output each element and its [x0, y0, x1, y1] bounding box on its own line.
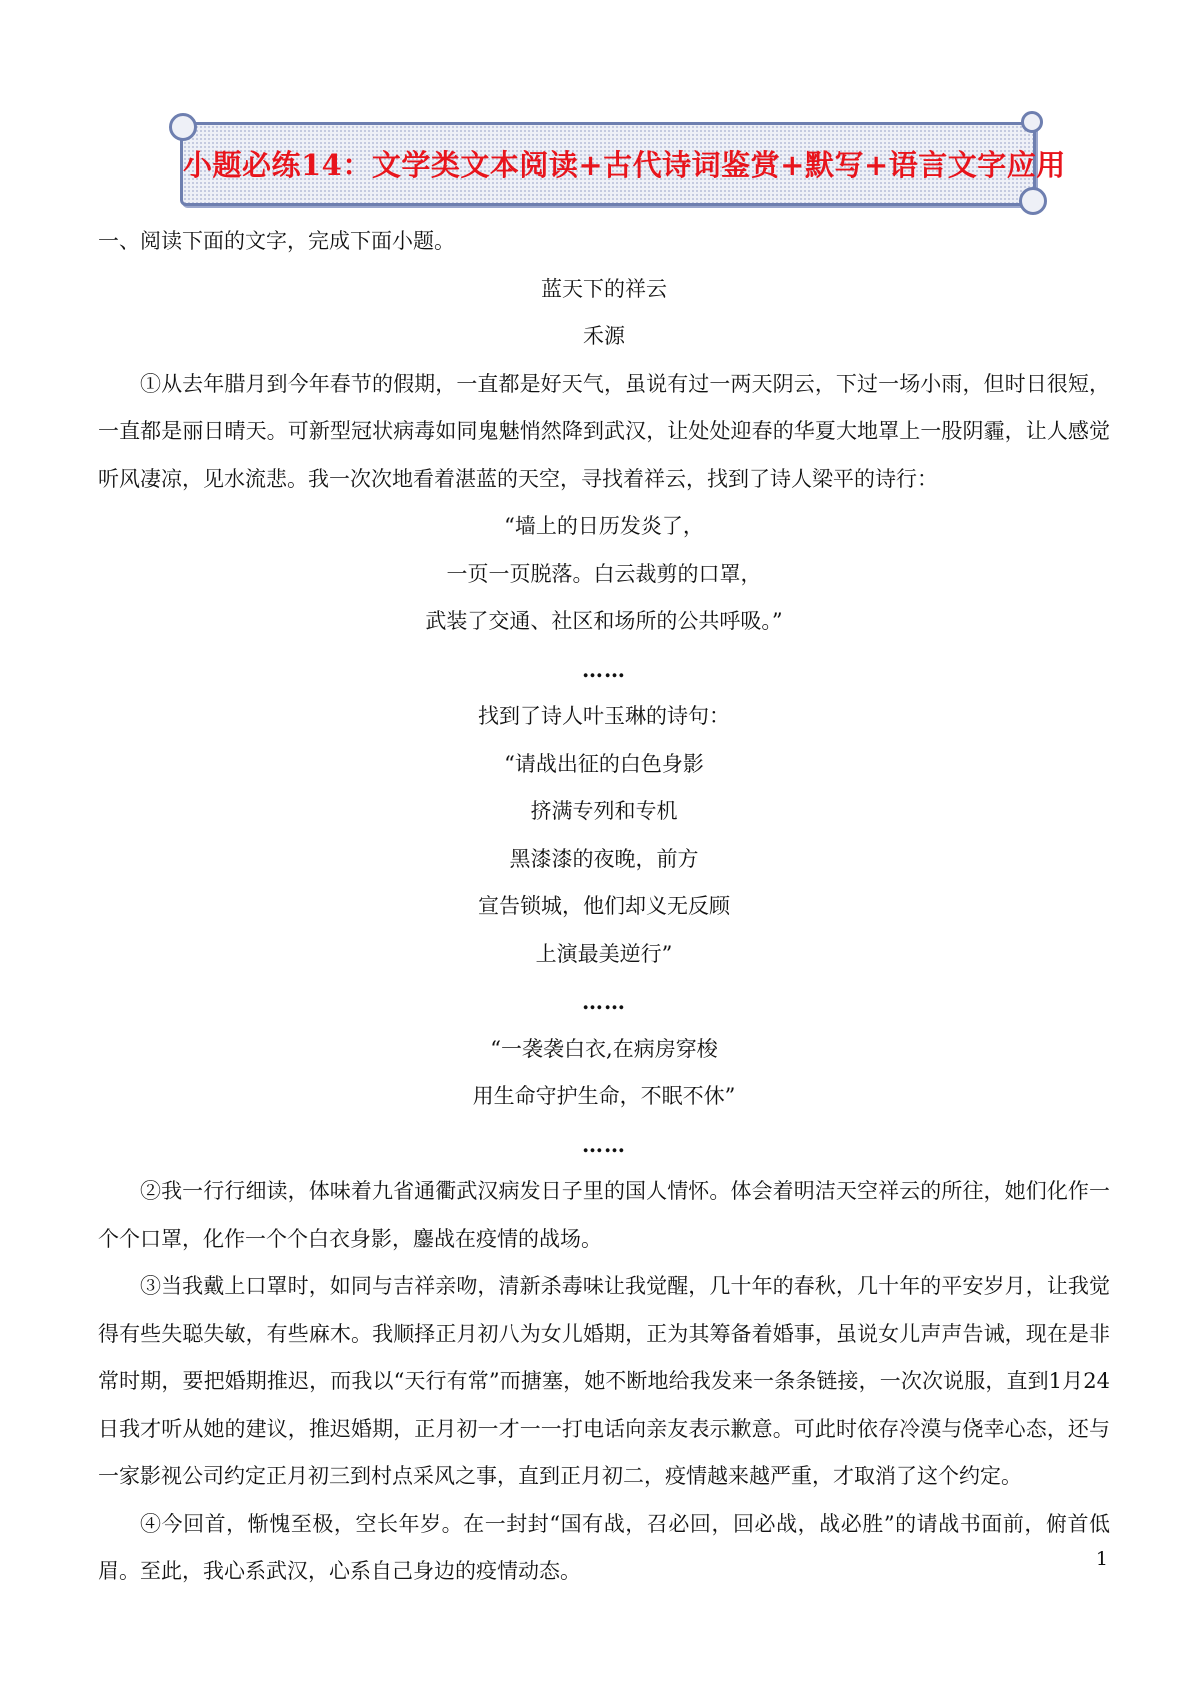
ellipsis: ……: [582, 656, 626, 682]
paragraph-4: ④今回首，惭愧至极，空长年岁。在一封封“国有战，召必回，回必战，战必胜”的请战书面前，俯首低眉。至此，我心系武汉，心系自己身边的疫情动态。: [98, 1511, 1110, 1583]
paragraph-2: ②我一行行细读，体味着九省通衢武汉病发日子里的国人情怀。体会着明洁天空祥云的所往，她们化作一个个口罩，化作一个个白衣身影，鏖战在疫情的战场。: [98, 1179, 1110, 1251]
poem-line: 挤满专列和专机: [530, 799, 678, 823]
question-intro: 一、阅读下面的文字，完成下面小题。: [98, 229, 455, 253]
poem-line: 上演最美逆行”: [535, 941, 673, 966]
paragraph-3: ③当我戴上口罩时，如同与吉祥亲吻，清新杀毒味让我觉醒，几十年的春秋，几十年的平安岁月，让我觉得有些失聪失敏，有些麻木。我顺择正月初八为女儿婚期，正为其筹备着婚事，虽说女儿声声告诫，现在是非常时期，要把婚期推迟，而我以“天行有常”而搪塞，她不断地给我发来一条条链接，一次次说服，直到1月24日我才听从她的建议，推迟婚期，正月初一才一一打电话向亲友表示歉意。可此时依存冷漠与侥幸心态，还与一家影视公司约定正月初三到村点采风之事，直到正月初二，疫情越来越严重，才取消了这个约定。: [98, 1274, 1110, 1488]
found-poem-line: 找到了诗人叶玉琳的诗句：: [478, 704, 730, 728]
article-title: 蓝天下的祥云: [541, 276, 667, 301]
poem-line: 黑漆漆的夜晚，前方: [509, 846, 699, 871]
poem-line: “墙上的日历发炎了，: [504, 514, 704, 538]
article-author: 禾源: [583, 324, 625, 348]
poem-line: 一页一页脱落。白云裁剪的口罩，: [446, 561, 762, 586]
paragraph-1: ①从去年腊月到今年春节的假期，一直都是好天气，虽说有过一两天阴云，下过一场小雨，但时日很短，一直都是丽日晴天。可新型冠状病毒如同鬼魅悄然降到武汉，让处处迎春的华夏大地罩上一股阴霾，让人感觉听风凄凉，见水流悲。我一次次地看着湛蓝的天空，寻找着祥云，找到了诗人梁平的诗行：: [98, 371, 1110, 491]
ellipsis: ……: [582, 989, 626, 1014]
title-banner: [180, 122, 1066, 206]
scroll-curl-decoration: [1021, 111, 1043, 133]
ellipsis: ……: [582, 1131, 626, 1157]
document-body: [98, 218, 1110, 1596]
poem-line: “请战出征的白色身影: [504, 751, 704, 776]
page-number: 1: [1095, 1548, 1108, 1570]
poem-line: 武装了交通、社区和场所的公共呼吸。”: [425, 609, 783, 633]
poem-line: 用生命守护生命，不眠不休”: [472, 1084, 736, 1108]
scroll-curl-decoration: [169, 113, 197, 141]
poem-line: “一袭袭白衣,在病房穿梭: [490, 1036, 718, 1061]
scroll-curl-decoration: [1019, 187, 1047, 215]
poem-line: 宣告锁城，他们却义无反顾: [478, 894, 730, 918]
page-title: 小题必练14：文学类文本阅读+古代诗词鉴赏+默写+语言文字应用: [183, 148, 1066, 182]
